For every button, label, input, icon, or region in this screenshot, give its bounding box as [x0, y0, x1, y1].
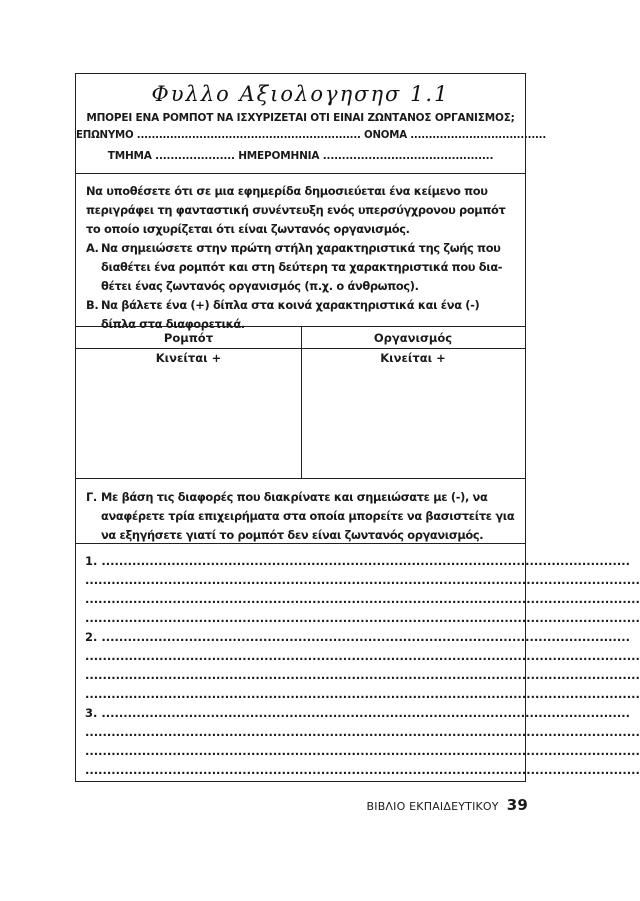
- answer-line: ...............................................................................................................................: [85, 725, 640, 739]
- robot-column-header: Ρομπότ: [76, 327, 301, 349]
- task-c-text: Με βάση τις διαφορές που διακρίνατε και σημειώσατε με (-), να αναφέρετε τρία επιχειρήματα στα οποία μπορείτε να βασιστείτε για να εξηγήσετε γιατί το ρομπότ δεν είναι ζωντανός οργανισμός.: [101, 490, 515, 542]
- answer-line: 2. .........................................................................................................................: [85, 630, 630, 644]
- task-b-text: Να βάλετε ένα (+) δίπλα στα κοινά χαρακτηριστικά και ένα (-) δίπλα στα διαφορετικά.: [101, 298, 480, 331]
- answer-line: 3. .........................................................................................................................: [85, 706, 630, 720]
- organism-example-cell: Κινείται +: [380, 351, 446, 365]
- robot-example-cell: Κινείται +: [155, 351, 222, 365]
- surname-name-line: ΕΠΩΝΥΜΟ ............................................................. ΟΝΟΜΑ .....................................: [76, 130, 547, 141]
- scenario-text: Να υποθέσετε ότι σε μια εφημερίδα δημοσιεύεται ένα κείμενο που περιγράφει τη φανταστική συνέντευξη ενός υπερσύγχρονου ρομπότ το οποίο ισχυρίζεται ότι είναι ζωντανός οργανισμός.: [86, 184, 506, 236]
- worksheet-title: Φυλλο Αξιολογησησ 1.1: [151, 82, 450, 106]
- comparison-table: [76, 327, 525, 479]
- task-c: [86, 488, 515, 545]
- answer-line: ...............................................................................................................................: [85, 668, 640, 682]
- task-c-label: Γ.: [86, 490, 97, 504]
- answer-line: ...............................................................................................................................: [85, 649, 640, 663]
- answer-line: ...............................................................................................................................: [85, 744, 640, 758]
- task-a: [86, 239, 515, 296]
- worksheet-frame: [75, 73, 640, 782]
- organism-column-header: Οργανισμός: [301, 327, 525, 349]
- question-section: [76, 479, 525, 544]
- answer-line: ...............................................................................................................................: [85, 687, 640, 701]
- instructions-section: [76, 174, 525, 331]
- page-footer: [367, 796, 529, 814]
- answer-line: 1. .........................................................................................................................: [85, 554, 630, 568]
- task-a-label: Α.: [86, 241, 99, 255]
- class-date-line: ΤΜΗΜΑ ..................... ΗΜΕΡΟΜΗΝΙΑ .............................................: [107, 150, 494, 162]
- answer-line: ...............................................................................................................................: [85, 611, 640, 625]
- page-number: 39: [506, 796, 528, 814]
- column-divider: [301, 327, 302, 478]
- task-a-text: Να σημειώσετε στην πρώτη στήλη χαρακτηριστικά της ζωής που διαθέτει ένα ρομπότ και στη δεύτερη τα χαρακτηριστικά που δια-θέτει ένας ζωντανός οργανισμός (π.χ. ο άνθρωπος).: [101, 241, 503, 293]
- answer-line: ...............................................................................................................................: [85, 763, 640, 777]
- task-b-label: Β.: [86, 298, 99, 312]
- question-title: ΜΠΟΡΕΙ ΕΝΑ ΡΟΜΠΟΤ ΝΑ ΙΣΧΥΡΙΖΕΤΑΙ ΟΤΙ ΕΙΝΑΙ ΖΩΝΤΑΝΟΣ ΟΡΓΑΝΙΣΜΟΣ;: [86, 112, 515, 124]
- answer-section: [76, 544, 640, 781]
- book-label: ΒΙΒΛΙΟ ΕΚΠΑΙΔΕΥΤΙΚΟΥ: [366, 800, 499, 813]
- answer-line: ...............................................................................................................................: [85, 573, 640, 587]
- answer-line: ...............................................................................................................................: [85, 592, 640, 606]
- worksheet-header: [76, 74, 547, 174]
